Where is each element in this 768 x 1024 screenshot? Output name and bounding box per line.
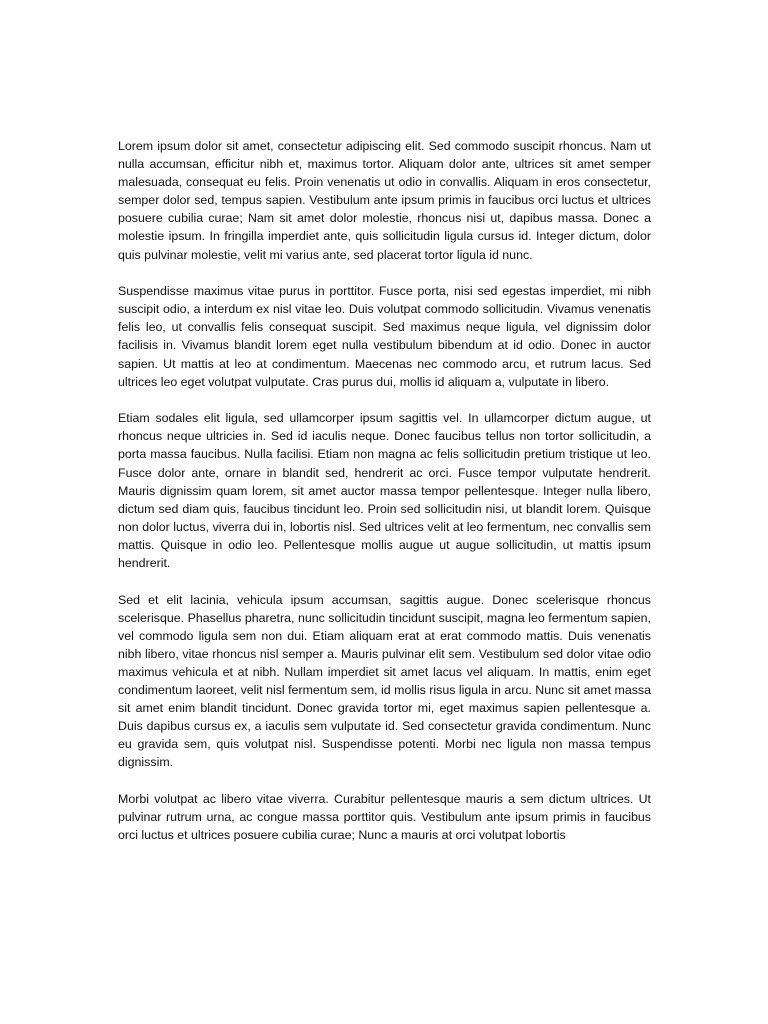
- paragraph-1: Lorem ipsum dolor sit amet, consectetur adipiscing elit. Sed commodo suscipit rhoncus. Nam ut nulla accumsan, efficitur nibh et, maximus tortor. Aliquam dolor ante, ultrices sit amet semper malesuada, consequat eu felis. Proin venenatis ut odio in convallis. Aliquam in eros consectetur, semper dolor sed, tempus sapien. Vestibulum ante ipsum primis in faucibus orci luctus et ultrices posuere cubilia curae; Nam sit amet dolor molestie, rhoncus nisi ut, dapibus massa. Donec a molestie ipsum. In fringilla imperdiet ante, quis sollicitudin ligula cursus id. Integer dictum, dolor quis pulvinar molestie, velit mi varius ante, sed placerat tortor ligula id nunc.: [118, 139, 651, 262]
- paragraph-4: Sed et elit lacinia, vehicula ipsum accumsan, sagittis augue. Donec scelerisque rhoncus scelerisque. Phasellus pharetra, nunc sollicitudin tincidunt suscipit, magna leo fermentum sapien, vel commodo ligula sem non dui. Etiam aliquam erat at erat commodo mattis. Duis venenatis nibh libero, vitae rhoncus nisl semper a. Mauris pulvinar elit sem. Vestibulum sed dolor vitae odio maximus vehicula et at nibh. Nullam imperdiet sit amet lacus vel aliquam. In mattis, enim eget condimentum laoreet, velit nisl fermentum sem, id mollis risus ligula in arcu. Nunc sit amet massa sit amet enim blandit tincidunt. Donec gravida tortor mi, eget maximus sapien pellentesque a. Duis dapibus cursus ex, a iaculis sem vulputate id. Sed consectetur gravida condimentum. Nunc eu gravida sem, quis volutpat nisl. Suspendisse potenti. Morbi nec ligula non massa tempus dignissim.: [118, 592, 651, 770]
- paragraph-3: Etiam sodales elit ligula, sed ullamcorper ipsum sagittis vel. In ullamcorper dictum augue, ut rhoncus neque ultricies in. Sed id iaculis neque. Donec faucibus tellus non tortor sollicitudin, a porta massa faucibus. Nulla facilisi. Etiam non magna ac felis sollicitudin pretium tristique ut leo. Fusce dolor ante, ornare in blandit sed, hendrerit ac orci. Fusce tempor vulputate hendrerit. Mauris dignissim quam lorem, sit amet auctor massa tempor pellentesque. Integer nulla libero, dictum sed diam quis, faucibus tincidunt leo. Proin sed sollicitudin nisi, ut blandit lorem. Quisque non dolor luctus, viverra dui in, lobortis nisl. Sed ultrices velit at leo fermentum, nec convallis sem mattis. Quisque in odio leo. Pellentesque mollis augue ut augue sollicitudin, ut mattis ipsum hendrerit.: [118, 411, 651, 570]
- paragraph-2: Suspendisse maximus vitae purus in porttitor. Fusce porta, nisi sed egestas imperdiet, mi nibh suscipit odio, a interdum ex nisl vitae leo. Duis volutpat commodo sollicitudin. Vivamus venenatis felis leo, ut convallis felis consequat suscipit. Sed maximus neque ligula, vel dignissim dolor facilisis in. Vivamus blandit lorem eget nulla vestibulum bibendum at id odio. Donec in auctor sapien. Ut mattis at leo at condimentum. Maecenas nec commodo arcu, et rutrum lacus. Sed ultrices leo eget volutpat vulputate. Cras purus dui, mollis id aliquam a, vulputate in libero.: [118, 284, 651, 389]
- paragraph-5: Morbi volutpat ac libero vitae viverra. Curabitur pellentesque mauris a sem dictum ultrices. Ut pulvinar rutrum urna, ac congue massa porttitor quis. Vestibulum ante ipsum primis in faucibus orci luctus et ultrices posuere cubilia curae; Nunc a mauris at orci volutpat lobortis: [118, 792, 651, 843]
- document-body: [118, 137, 651, 863]
